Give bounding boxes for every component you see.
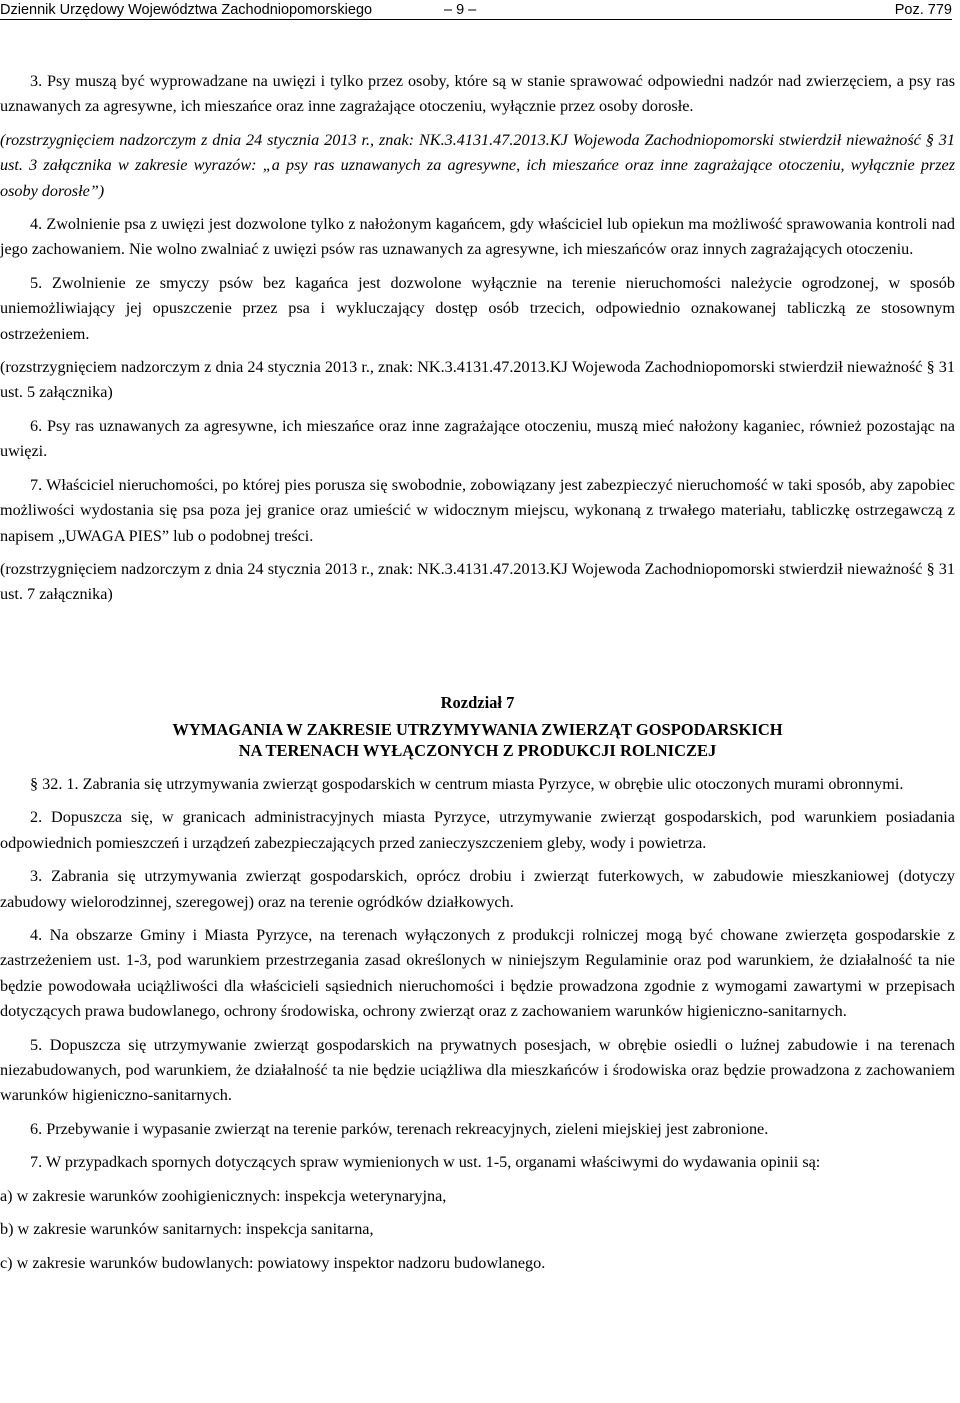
page-header (0, 0, 952, 22)
paragraph-32-4: 4. Na obszarze Gminy i Miasta Pyrzyce, na terenach wyłączonych z produkcji rolniczej mogą być chowane zwierzęta gospodarskie z zastrzeżeniem ust. 1-3, pod warunkiem przestrzegania zasad określonych w niniejszym Regulaminie oraz pod warunkiem, że działalność ta nie będzie powodowała uciążliwości dla właścicieli sąsiednich nieruchomości i będzie prowadzona zgodnie z wymogami zawartymi w przepisach dotyczących prawa budowlanego, ochrony środowiska, ochrony zwierząt oraz z zachowaniem warunków higieniczno-sanitarnych. (0, 926, 955, 1021)
paragraph-6: 6. Psy ras uznawanych za agresywne, ich mieszańce oraz inne zagrażające otoczeniu, muszą mieć nałożony kaganiec, również pozostając na uwięzi. (0, 416, 955, 461)
paragraph-32-6: 6. Przebywanie i wypasanie zwierząt na terenie parków, terenach rekreacyjnych, zieleni miejskiej jest zabronione. (30, 1119, 769, 1138)
chapter-heading (0, 692, 955, 761)
annulment-note-2: (rozstrzygnięciem nadzorczym z dnia 24 stycznia 2013 r., znak: NK.3.4131.47.2013.KJ Wojewoda Zachodniopomorski stwierdził nieważność § 31 ust. 5 załącznika) (0, 358, 955, 402)
chapter-number: Rozdział 7 (440, 693, 515, 712)
paragraph-4: 4. Zwolnienie psa z uwięzi jest dozwolone tylko z nałożonym kagańcem, gdy właściciel lub opiekun ma możliwość sprawowania kontroli nad jego zachowaniem. Nie wolno zwalniać z uwięzi psów ras uznawanych za agresywne, ich mieszańców oraz innych zagrażających otoczeniu. (0, 215, 955, 259)
paragraph-3: 3. Psy muszą być wyprowadzane na uwięzi i tylko przez osoby, które są w stanie sprawować odpowiedni nadzór nad zwierzęciem, a psy ras uznawanych za agresywne, ich mieszańce oraz inne zagrażające otoczeniu, wyłącznie przez osoby dorosłe. (0, 72, 955, 116)
paragraph-32-2: 2. Dopuszcza się, w granicach administracyjnych miasta Pyrzyce, utrzymywanie zwierząt gospodarskich, pod warunkiem posiadania odpowiednich pomieszczeń i urządzeń zabezpieczających przed zanieczyszczeniem gleby, wody i powietrza. (0, 808, 955, 852)
chapter-title-line-1: WYMAGANIA W ZAKRESIE UTRZYMYWANIA ZWIERZĄT GOSPODARSKICH (172, 720, 783, 739)
list-item-b: b) w zakresie warunków sanitarnych: inspekcja sanitarna, (0, 1220, 374, 1239)
annulment-note-3: (rozstrzygnięciem nadzorczym z dnia 24 stycznia 2013 r., znak: NK.3.4131.47.2013.KJ Wojewoda Zachodniopomorski stwierdził nieważność § 31 ust. 7 załącznika) (0, 559, 955, 604)
paragraph-7: 7. Właściciel nieruchomości, po której pies porusza się swobodnie, zobowiązany jest zabezpieczyć nieruchomość w taki sposób, aby zapobiec możliwości wydostania się psa poza jej granice oraz umieścić w widocznym miejscu, wykonaną z trwałego materiału, tabliczkę ostrzegawczą z napisem „UWAGA PIES” lub o podobnej treści. (0, 475, 955, 545)
journal-title: Dziennik Urzędowy Województwa Zachodniopomorskiego (0, 2, 373, 18)
chapter-title-line-2: NA TERENACH WYŁĄCZONYCH Z PRODUKCJI ROLNICZEJ (238, 741, 717, 760)
list-item-c: c) w zakresie warunków budowlanych: powiatowy inspektor nadzoru budowlanego. (0, 1253, 546, 1272)
list-item-a: a) w zakresie warunków zoohigienicznych: inspekcja weterynaryjna, (0, 1186, 447, 1205)
section-32 (0, 772, 955, 1276)
page-number: – 9 – (444, 2, 477, 18)
paragraph-32-5: 5. Dopuszcza się utrzymywanie zwierząt gospodarskich na prywatnych posesjach, w obrębie osiedli o luźnej zabudowie i na terenach niezabudowanych, pod warunkiem, że działalność ta nie będzie uciążliwa dla mieszkańców i środowiska oraz będzie prowadzona z zachowaniem warunków higieniczno-sanitarnych. (0, 1035, 955, 1105)
header-rule (0, 19, 952, 20)
paragraph-32-1: § 32. 1. Zabrania się utrzymywania zwierząt gospodarskich w centrum miasta Pyrzyce, w obrębie ulic otoczonych murami obronnymi. (30, 775, 904, 793)
paragraph-5: 5. Zwolnienie ze smyczy psów bez kagańca jest dozwolone wyłącznie na terenie nieruchomości należycie ogrodzonej, w sposób uniemożliwiający jej opuszczenie przez psa i wykluczający dostęp osób trzecich, odpowiednio oznakowanej tabliczką ze stosownym ostrzeżeniem. (0, 273, 955, 343)
paragraph-32-7: 7. W przypadkach spornych dotyczących spraw wymienionych w ust. 1-5, organami właściwymi do wydawania opinii są: (30, 1153, 821, 1172)
section-31-continued (0, 69, 955, 608)
paragraph-32-3: 3. Zabrania się utrzymywania zwierząt gospodarskich, oprócz drobiu i zwierząt futerkowych, w zabudowie mieszkaniowej (dotyczy zabudowy wielorodzinnej, szeregowej) oraz na terenie ogródków działkowych. (0, 867, 955, 911)
annulment-note-1: (rozstrzygnięciem nadzorczym z dnia 24 stycznia 2013 r., znak: NK.3.4131.47.2013.KJ Wojewoda Zachodniopomorski stwierdził nieważność § 31 ust. 3 załącznika w zakresie wyrazów: „a psy ras uznawanych za agresywne, ich mieszańce oraz inne zagrażające otoczeniu, wyłącznie przez osoby dorosłe”) (0, 130, 955, 200)
position-number: Poz. 779 (894, 2, 952, 18)
